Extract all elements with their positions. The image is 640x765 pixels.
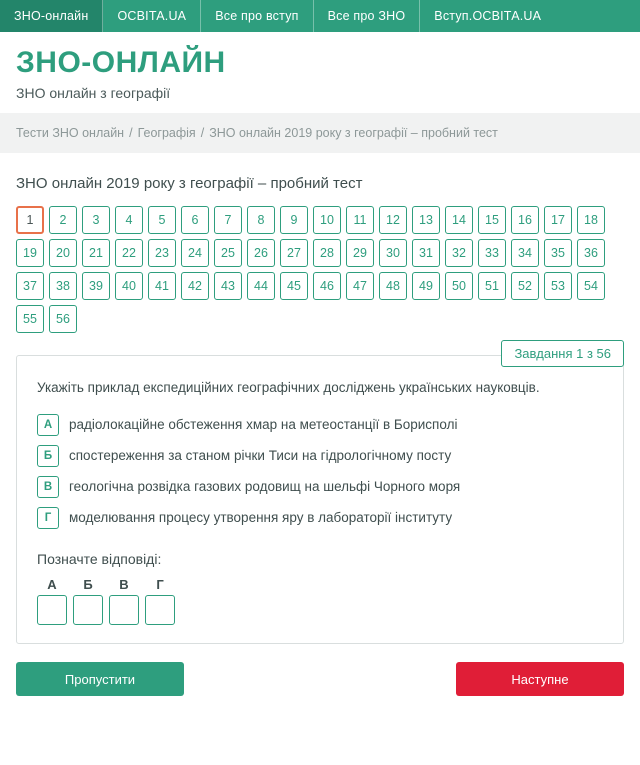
question-number-12[interactable]: 12 bbox=[379, 206, 407, 234]
question-number-8[interactable]: 8 bbox=[247, 206, 275, 234]
nav-item-label: Все про ЗНО bbox=[327, 9, 406, 23]
answer-checkbox-row bbox=[37, 595, 603, 625]
answer-checkbox-g[interactable] bbox=[145, 595, 175, 625]
breadcrumb-item-tests[interactable]: Тести ЗНО онлайн bbox=[16, 126, 125, 140]
next-button[interactable]: Наступне bbox=[456, 662, 624, 696]
answer-checkbox-v[interactable] bbox=[109, 595, 139, 625]
question-number-45[interactable]: 45 bbox=[280, 272, 308, 300]
question-number-16[interactable]: 16 bbox=[511, 206, 539, 234]
question-number-55[interactable]: 55 bbox=[16, 305, 44, 333]
option-v[interactable] bbox=[37, 476, 603, 498]
option-b[interactable] bbox=[37, 445, 603, 467]
question-number-37[interactable]: 37 bbox=[16, 272, 44, 300]
question-number-1[interactable]: 1 bbox=[16, 206, 44, 234]
nav-item-label: ОСВІТА.UA bbox=[117, 9, 187, 23]
question-number-17[interactable]: 17 bbox=[544, 206, 572, 234]
breadcrumb bbox=[0, 113, 640, 153]
site-subtitle: ЗНО онлайн з географії bbox=[16, 85, 171, 101]
task-panel bbox=[16, 355, 624, 644]
breadcrumb-item-geography[interactable]: Географія bbox=[137, 126, 196, 140]
site-title: ЗНО-ОНЛАЙН bbox=[16, 46, 226, 79]
question-number-43[interactable]: 43 bbox=[214, 272, 242, 300]
question-number-7[interactable]: 7 bbox=[214, 206, 242, 234]
question-number-24[interactable]: 24 bbox=[181, 239, 209, 267]
question-number-6[interactable]: 6 bbox=[181, 206, 209, 234]
question-number-53[interactable]: 53 bbox=[544, 272, 572, 300]
option-text: радіолокаційне обстеження хмар на метеостанції в Борисполі bbox=[69, 417, 458, 433]
question-number-50[interactable]: 50 bbox=[445, 272, 473, 300]
question-number-25[interactable]: 25 bbox=[214, 239, 242, 267]
question-number-54[interactable]: 54 bbox=[577, 272, 605, 300]
option-letter: А bbox=[37, 414, 59, 436]
answer-letter-g: Г bbox=[156, 577, 164, 593]
nav-item-zno-online[interactable] bbox=[0, 0, 103, 32]
top-navigation bbox=[0, 0, 640, 32]
answer-letter-v: В bbox=[119, 577, 129, 593]
option-text: геологічна розвідка газових родовищ на шельфі Чорного моря bbox=[69, 479, 461, 495]
question-number-18[interactable]: 18 bbox=[577, 206, 605, 234]
question-number-32[interactable]: 32 bbox=[445, 239, 473, 267]
question-text: Укажіть приклад експедиційних географічних досліджень українських науковців. bbox=[37, 380, 540, 395]
question-number-9[interactable]: 9 bbox=[280, 206, 308, 234]
question-number-44[interactable]: 44 bbox=[247, 272, 275, 300]
question-number-10[interactable]: 10 bbox=[313, 206, 341, 234]
question-number-33[interactable]: 33 bbox=[478, 239, 506, 267]
question-number-46[interactable]: 46 bbox=[313, 272, 341, 300]
option-text: спостереження за станом річки Тиси на гідрологічному посту bbox=[69, 448, 452, 464]
option-letter: Г bbox=[37, 507, 59, 529]
question-number-49[interactable]: 49 bbox=[412, 272, 440, 300]
question-number-48[interactable]: 48 bbox=[379, 272, 407, 300]
question-number-21[interactable]: 21 bbox=[82, 239, 110, 267]
question-number-2[interactable]: 2 bbox=[49, 206, 77, 234]
question-number-52[interactable]: 52 bbox=[511, 272, 539, 300]
breadcrumb-separator: / bbox=[200, 126, 205, 140]
answer-letters-row bbox=[37, 577, 603, 592]
question-number-36[interactable]: 36 bbox=[577, 239, 605, 267]
question-number-13[interactable]: 13 bbox=[412, 206, 440, 234]
task-panel-wrapper bbox=[16, 346, 624, 644]
question-number-35[interactable]: 35 bbox=[544, 239, 572, 267]
option-letter: В bbox=[37, 476, 59, 498]
page-header bbox=[0, 32, 640, 113]
question-number-4[interactable]: 4 bbox=[115, 206, 143, 234]
option-text: моделювання процесу утворення яру в лабораторії інституту bbox=[69, 510, 453, 526]
question-number-20[interactable]: 20 bbox=[49, 239, 77, 267]
question-number-11[interactable]: 11 bbox=[346, 206, 374, 234]
option-letter: Б bbox=[37, 445, 59, 467]
skip-button[interactable]: Пропустити bbox=[16, 662, 184, 696]
question-number-31[interactable]: 31 bbox=[412, 239, 440, 267]
answer-letter-b: Б bbox=[83, 577, 93, 593]
question-number-3[interactable]: 3 bbox=[82, 206, 110, 234]
task-counter-badge: Завдання 1 з 56 bbox=[501, 340, 624, 367]
breadcrumb-separator: / bbox=[129, 126, 133, 140]
nav-item-vstup-osvita-ua[interactable] bbox=[420, 0, 555, 32]
answer-instruction-label: Позначте відповіді: bbox=[37, 551, 162, 568]
breadcrumb-item-current-test: ЗНО онлайн 2019 року з географії – пробний тест bbox=[209, 126, 498, 140]
question-number-41[interactable]: 41 bbox=[148, 272, 176, 300]
nav-item-all-about-admission[interactable] bbox=[201, 0, 313, 32]
option-a[interactable] bbox=[37, 414, 603, 436]
answer-checkbox-b[interactable] bbox=[73, 595, 103, 625]
question-number-14[interactable]: 14 bbox=[445, 206, 473, 234]
question-number-39[interactable]: 39 bbox=[82, 272, 110, 300]
nav-item-label: Вступ.ОСВІТА.UA bbox=[434, 9, 542, 23]
nav-item-label: Все про вступ bbox=[215, 9, 299, 23]
question-number-47[interactable]: 47 bbox=[346, 272, 374, 300]
question-number-28[interactable]: 28 bbox=[313, 239, 341, 267]
answer-letter-a: А bbox=[47, 577, 57, 593]
question-number-29[interactable]: 29 bbox=[346, 239, 374, 267]
question-number-40[interactable]: 40 bbox=[115, 272, 143, 300]
question-number-56[interactable]: 56 bbox=[49, 305, 77, 333]
nav-item-label: ЗНО-онлайн bbox=[14, 9, 89, 23]
question-number-42[interactable]: 42 bbox=[181, 272, 209, 300]
question-number-23[interactable]: 23 bbox=[148, 239, 176, 267]
question-number-26[interactable]: 26 bbox=[247, 239, 275, 267]
question-number-22[interactable]: 22 bbox=[115, 239, 143, 267]
question-number-27[interactable]: 27 bbox=[280, 239, 308, 267]
question-number-34[interactable]: 34 bbox=[511, 239, 539, 267]
option-g[interactable] bbox=[37, 507, 603, 529]
question-number-38[interactable]: 38 bbox=[49, 272, 77, 300]
question-number-15[interactable]: 15 bbox=[478, 206, 506, 234]
question-number-51[interactable]: 51 bbox=[478, 272, 506, 300]
answer-checkbox-a[interactable] bbox=[37, 595, 67, 625]
question-number-30[interactable]: 30 bbox=[379, 239, 407, 267]
nav-item-all-about-zno[interactable] bbox=[314, 0, 421, 32]
nav-item-osvita-ua[interactable] bbox=[103, 0, 201, 32]
question-number-5[interactable]: 5 bbox=[148, 206, 176, 234]
question-number-grid bbox=[0, 206, 640, 333]
footer-actions bbox=[0, 644, 640, 716]
question-number-19[interactable]: 19 bbox=[16, 239, 44, 267]
page-title: ЗНО онлайн 2019 року з географії – пробний тест bbox=[16, 175, 363, 192]
